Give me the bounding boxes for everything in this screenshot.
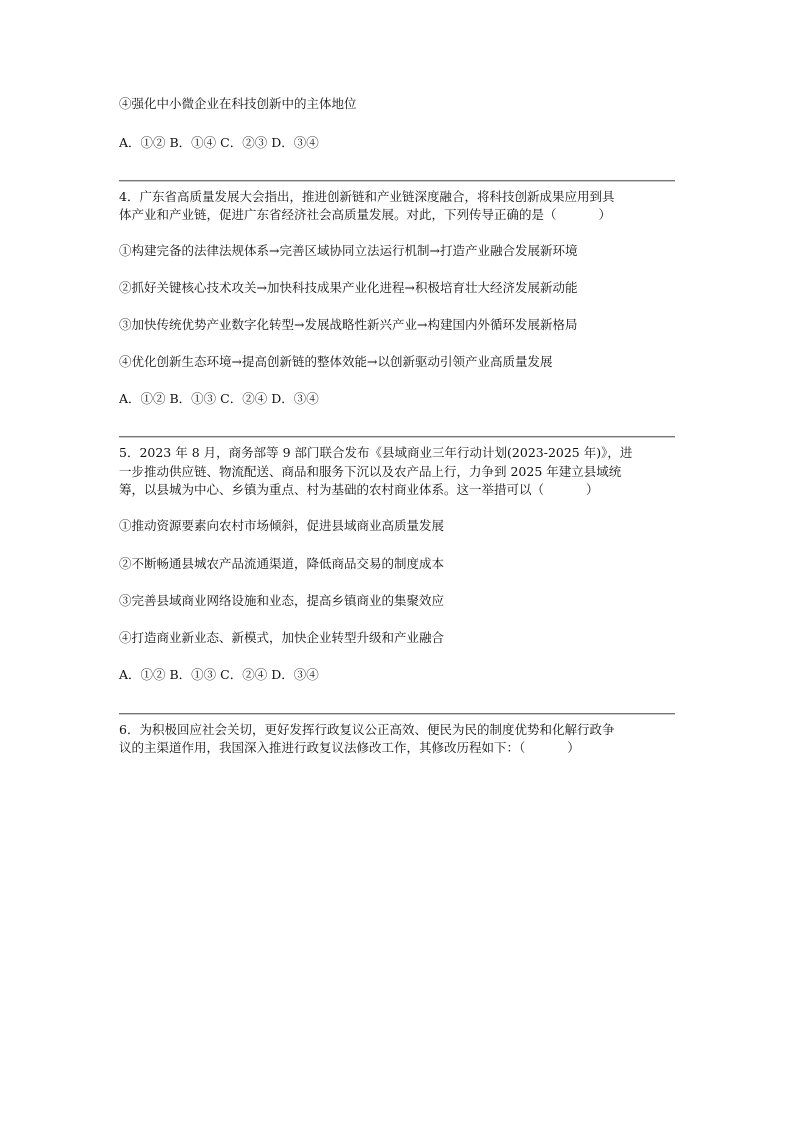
q4-stem-line-2 [119,206,611,224]
q6-stem-line-1: 6．为积极回应社会关切，更好发挥行政复议公正高效、便民为民的制度优势和化解行政争 [119,722,615,737]
q4-stem-close: ） [598,207,612,222]
q6-stem-line-2 [119,739,580,757]
q6-stem-text: 议的主渠道作用，我国深入推进行政复议法修改工作，其修改历程如下：（ [119,740,526,755]
q4-option-4: ④优化创新生态环境→提高创新链的整体效能→以创新驱动引领产业高质量发展 [119,354,553,369]
q6-stem-close: ） [567,740,580,755]
q3-option-4: ④强化中小微企业在科技创新中的主体地位 [119,96,357,111]
q5-option-4: ④打造商业新业态、新模式，加快企业转型升级和产业融合 [119,630,445,645]
question-divider [119,180,675,182]
q5-option-2: ②不断畅通县城农产品流通渠道，降低商品交易的制度成本 [119,556,445,571]
q4-stem-line-1: 4．广东省高质量发展大会指出，推进创新链和产业链深度融合，将科技创新成果应用到具 [119,189,615,204]
q4-option-2: ②抓好关键核心技术攻关→加快科技成果产业化进程→积极培育壮大经济发展新动能 [119,280,578,295]
q4-option-3: ③加快传统优势产业数字化转型→发展战略性新兴产业→构建国内外循环发展新格局 [119,317,578,332]
q5-option-1: ①推动资源要素向农村市场倾斜，促进县域商业高质量发展 [119,518,445,533]
q5-stem-line-3 [119,481,599,499]
q5-stem-line-2: 一步推动供应链、物流配送、商品和服务下沉以及农产品上行，力争到 2025 年建立县域统 [119,464,622,479]
q5-stem-text: 筹，以县城为中心、乡镇为重点、村为基础的农村商业体系。这一举措可以（ [119,482,545,497]
q4-answer-choices: A．①② B．①③ C．②④ D．③④ [119,391,319,406]
q5-stem-close: ） [586,482,599,497]
q4-option-1: ①构建完备的法律法规体系→完善区域协同立法运行机制→打造产业融合发展新环境 [119,243,578,258]
q3-answer-choices: A．①② B．①④ C．②③ D．③④ [119,135,319,150]
q4-stem-text: 体产业和产业链，促进广东省经济社会高质量发展。对此，下列传导正确的是（ [119,207,557,222]
question-divider [119,713,675,715]
question-divider [119,436,675,438]
q5-answer-choices: A．①② B．①③ C．②④ D．③④ [119,667,319,682]
q5-option-3: ③完善县域商业网络设施和业态，提高乡镇商业的集聚效应 [119,593,445,608]
q5-stem-line-1: 5．2023 年 8 月，商务部等 9 部门联合发布《县域商业三年行动计划(2023-2025 年)》，进 [119,445,633,460]
